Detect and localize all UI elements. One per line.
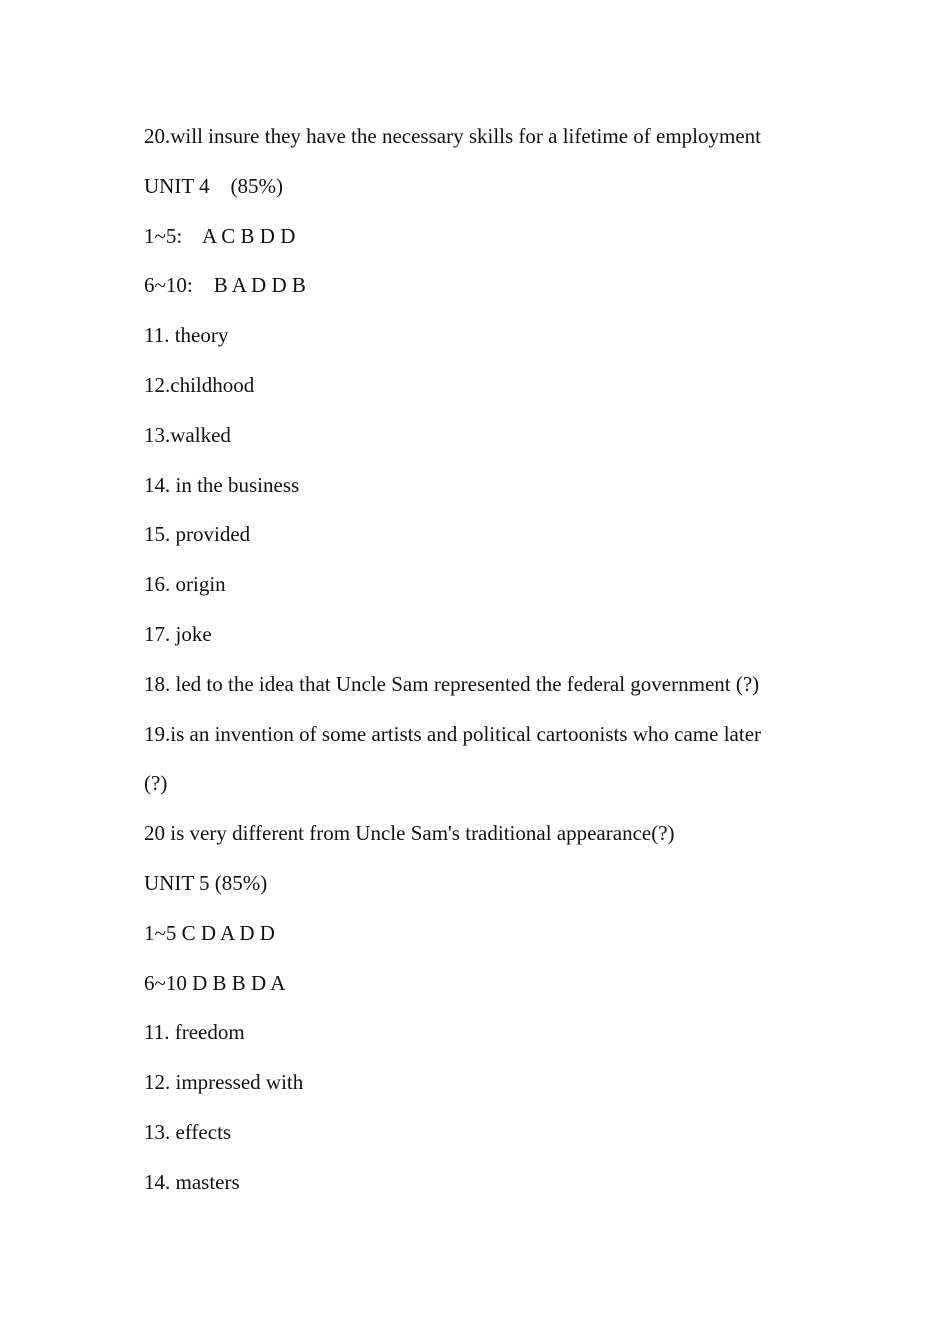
unit4-answers-1-5: 1~5: A C B D D — [144, 223, 296, 248]
unit5-answer-12: 12. impressed with — [144, 1070, 304, 1095]
answer-line-unit3-q20: 20.will insure they have the necessary skills for a lifetime of employment — [144, 124, 761, 148]
unit5-answers-1-5: 1~5 C D A D D — [144, 920, 275, 945]
unit4-answer-15: 15. provided — [144, 522, 251, 547]
unit4-answers-6-10: 6~10: B A D D B — [144, 273, 306, 298]
unit5-answer-13: 13. effects — [144, 1119, 232, 1144]
unit4-answer-19: 19.is an invention of some artists and political cartoonists who came later — [144, 721, 762, 746]
unit4-answer-19-continued: (?) — [144, 771, 168, 796]
unit5-answers-6-10: 6~10 D B B D A — [144, 970, 286, 995]
unit5-heading: UNIT 5 (85%) — [144, 870, 268, 895]
unit5-answer-14: 14. masters — [144, 1169, 240, 1194]
unit4-answer-11: 11. theory — [144, 323, 229, 348]
unit4-answer-20: 20 is very different from Uncle Sam's traditional appearance(?) — [144, 821, 675, 846]
unit4-answer-16: 16. origin — [144, 572, 226, 597]
unit4-answer-12: 12.childhood — [144, 372, 255, 397]
unit5-answer-11: 11. freedom — [144, 1020, 245, 1045]
unit4-answer-13: 13.walked — [144, 422, 231, 447]
unit4-answer-17: 17. joke — [144, 621, 212, 646]
unit4-answer-14: 14. in the business — [144, 472, 300, 497]
unit4-heading: UNIT 4 (85%) — [144, 173, 284, 198]
unit4-answer-18: 18. led to the idea that Uncle Sam represented the federal government (?) — [144, 671, 760, 696]
answer-key-text — [144, 116, 824, 1212]
